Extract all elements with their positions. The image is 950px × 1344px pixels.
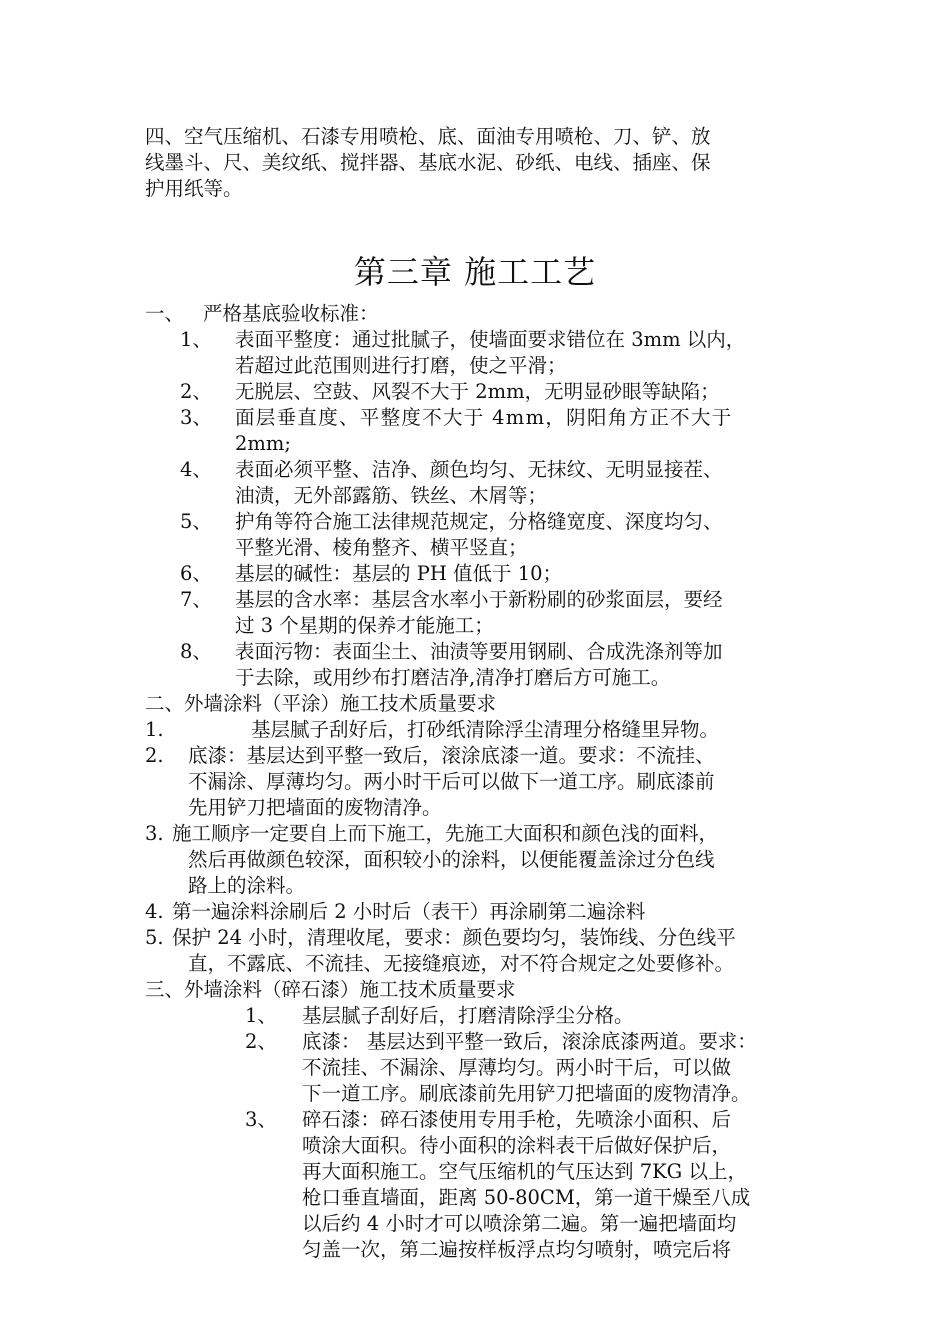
s1-item-2-line-1: 无脱层、空鼓、风裂不大于 2mm，无明显砂眼等缺陷； <box>235 380 720 403</box>
s1-item-6-num: 6、 <box>180 562 212 585</box>
s3-item-1-num: 1、 <box>245 1004 277 1027</box>
section3-heading: 三、外墙涂料（碎石漆）施工技术质量要求 <box>145 978 516 1001</box>
s2-item-3-line-1: 施工顺序一定要自上而下施工，先施工大面积和颜色浅的面料， <box>172 822 719 845</box>
section1-heading: 严格基底验收标准： <box>203 302 379 325</box>
s3-item-3-line-1: 碎石漆：碎石漆使用专用手枪，先喷涂小面积、后 <box>302 1108 732 1131</box>
s1-item-8-line-1: 表面污物：表面尘土、油渍等要用钢刷、合成洗涤剂等加 <box>235 640 723 663</box>
s3-item-3-line-4: 枪口垂直墙面，距离 50-80CM，第一道干燥至八成 <box>302 1186 751 1209</box>
s1-item-7-num: 7、 <box>180 588 212 611</box>
s3-item-3-num: 3、 <box>245 1108 277 1131</box>
s2-item-1-num: 1. <box>145 718 164 741</box>
s1-item-5-num: 5、 <box>180 510 212 533</box>
s1-item-1-line-1: 表面平整度：通过批腻子，使墙面要求错位在 3mm 以内， <box>235 328 746 351</box>
s2-item-1-line-1: 基层腻子刮好后，打砂纸清除浮尘清理分格缝里异物。 <box>251 718 720 741</box>
s2-item-3-line-3: 路上的涂料。 <box>188 874 306 897</box>
s2-item-2-line-3: 先用铲刀把墙面的废物清净。 <box>188 796 442 819</box>
s3-item-2-num: 2、 <box>245 1030 277 1053</box>
s1-item-4-line-1: 表面必须平整、洁净、颜色均匀、无抹纹、无明显接茬、 <box>235 458 723 481</box>
s2-item-3-line-2: 然后再做颜色较深，面积较小的涂料，以便能覆盖涂过分色线 <box>188 848 715 871</box>
s1-item-1-num: 1、 <box>180 328 212 351</box>
s3-item-1-line-1: 基层腻子刮好后，打磨清除浮尘分格。 <box>302 1004 634 1027</box>
s3-item-2-line-2: 不流挂、不漏涂、厚薄均匀。两小时干后，可以做 <box>302 1056 732 1079</box>
s1-item-8-num: 8、 <box>180 640 212 663</box>
s1-item-3-line-2: 2mm; <box>235 432 291 455</box>
s2-item-5-line-2: 直，不露底、不流挂、无接缝痕迹，对不符合规定之处要修补。 <box>188 952 735 975</box>
s2-item-2-line-1: 底漆：基层达到平整一致后，滚涂底漆一道。要求：不流挂、 <box>188 744 715 767</box>
chapter-title: 第三章 施工工艺 <box>353 253 597 291</box>
s3-item-3-line-3: 再大面积施工。空气压缩机的气压达到 7KG 以上， <box>302 1160 747 1183</box>
s1-item-5-line-1: 护角等符合施工法律规范规定，分格缝宽度、深度均匀、 <box>235 510 723 533</box>
s3-item-3-line-2: 喷涂大面积。待小面积的涂料表干后做好保护后， <box>302 1134 732 1157</box>
intro-line-2: 线墨斗、尺、美纹纸、搅拌器、基底水泥、砂纸、电线、插座、保 <box>145 151 711 174</box>
s2-item-4-num: 4. <box>145 900 164 923</box>
s2-item-5-num: 5. <box>145 926 164 949</box>
s1-item-2-num: 2、 <box>180 380 212 403</box>
s1-item-4-line-2: 油渍，无外部露筋、铁丝、木屑等； <box>235 484 548 507</box>
section1-heading-num: 一、 <box>145 302 185 325</box>
intro-line-1: 四、空气压缩机、石漆专用喷枪、底、面油专用喷枪、刀、铲、放 <box>145 125 711 148</box>
s1-item-7-line-1: 基层的含水率：基层含水率小于新粉刷的砂浆面层，要经 <box>235 588 723 611</box>
s3-item-2-line-1: 底漆： 基层达到平整一致后，滚涂底漆两道。要求： <box>302 1030 757 1053</box>
s2-item-2-num: 2. <box>145 744 164 767</box>
s1-item-3-line-1: 面层垂直度、平整度不大于 4mm，阴阳角方正不大于 <box>235 406 733 429</box>
s3-item-3-line-5: 以后约 4 小时才可以喷涂第二遍。第一遍把墙面均 <box>302 1212 737 1235</box>
s1-item-4-num: 4、 <box>180 458 212 481</box>
s2-item-3-num: 3. <box>145 822 164 845</box>
s1-item-8-line-2: 于去除，或用纱布打磨洁净,清净打磨后方可施工。 <box>235 666 671 689</box>
s1-item-6-line-1: 基层的碱性：基层的 PH 值低于 10； <box>235 562 563 585</box>
s2-item-2-line-2: 不漏涂、厚薄均匀。两小时干后可以做下一道工序。刷底漆前 <box>188 770 715 793</box>
s1-item-7-line-2: 过 3 个星期的保养才能施工； <box>235 614 494 637</box>
s3-item-2-line-3: 下一道工序。刷底漆前先用铲刀把墙面的废物清净。 <box>302 1082 751 1105</box>
section2-heading: 二、外墙涂料（平涂）施工技术质量要求 <box>145 692 497 715</box>
s1-item-5-line-2: 平整光滑、棱角整齐、横平竖直； <box>235 536 528 559</box>
intro-line-3: 护用纸等。 <box>145 177 243 200</box>
s1-item-1-line-2: 若超过此范围则进行打磨，使之平滑； <box>235 354 567 377</box>
s3-item-3-line-6: 匀盖一次，第二遍按样板浮点均匀喷射，喷完后将 <box>302 1238 732 1261</box>
s2-item-5-line-1: 保护 24 小时，清理收尾，要求：颜色要均匀，装饰线、分色线平 <box>172 926 736 949</box>
s1-item-3-num: 3、 <box>180 406 212 429</box>
s2-item-4-line-1: 第一遍涂料涂刷后 2 小时后（表干）再涂刷第二遍涂料 <box>172 900 646 923</box>
